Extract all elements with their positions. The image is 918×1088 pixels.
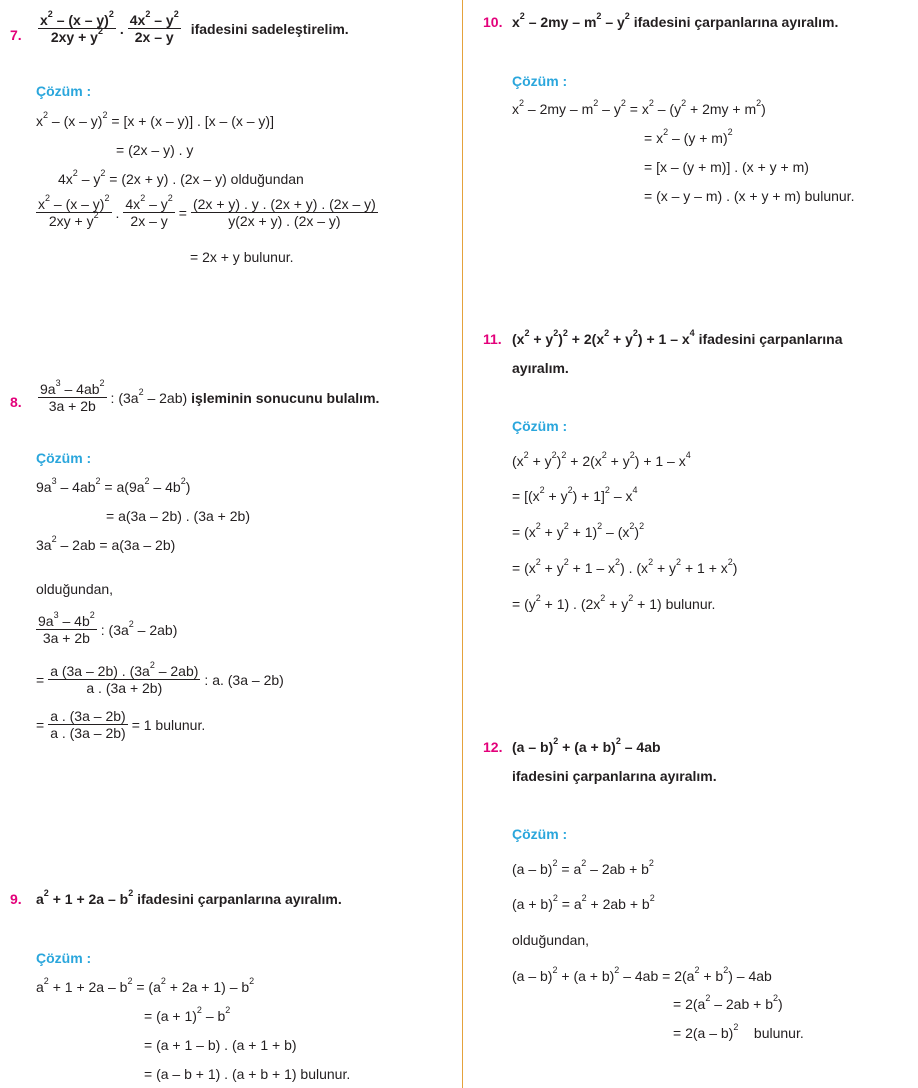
problem-10-number: 10. — [483, 14, 503, 30]
problem-10-solution-label: Çözüm : — [512, 73, 568, 89]
problem-9-line-2: = $(a + 1)^2 - b^2$ — [144, 1005, 231, 1024]
problem-7-fraction-2: $\frac{4x^2 - y^2}{2x - y}$ — [129, 9, 179, 45]
problem-9-number: 9. — [10, 891, 22, 907]
problem-9-solution-label: Çözüm : — [36, 950, 92, 966]
problem-8-question: $\frac{9a^3 - 4ab^2}{3a + 2b}$ : $(3a^2 - 2ab)$ işleminin sonucunu bulalım. — [40, 378, 380, 414]
problem-12-line-4: $(a - b)^2 + (a + b)^2 - 4ab = 2(a^2 + b^2) - 4ab$ — [512, 965, 772, 984]
problem-8-line-1: $9a^3 - 4ab^2 = a(9a^2 - 4b^2)$ — [36, 476, 191, 495]
problem-7-solution-label: Çözüm : — [36, 83, 92, 99]
problem-11-number: 11. — [483, 331, 502, 347]
problem-9-line-1: $a^2 + 1 + 2a - b^2 = (a^2 + 2a + 1) - b^2$ — [36, 976, 255, 995]
problem-11-line-5: = $(y^2 + 1)$ . $(2x^2 + y^2 + 1)$ bulunur. — [512, 593, 716, 612]
problem-8-line-4: olduğundan, — [36, 581, 114, 597]
problem-11-line-2: = $[(x^2 + y^2) + 1]^2 - x^4$ — [512, 485, 638, 504]
problem-11-question: $(x^2 + y^2)^2 + 2(x^2 + y^2) + 1 - x^4$ ifadesini çarpanlarına — [512, 328, 843, 347]
problem-10-line-1: $x^2 - 2my - m^2 - y^2 = x^2 - (y^2 + 2my + m^2)$ — [512, 98, 766, 117]
problem-8-number: 8. — [10, 394, 22, 410]
problem-12-line-6: = 2(a – b)$^2$ bulunur. — [673, 1022, 804, 1041]
problem-7-question: $\frac{x^2 - (x - y)^2}{2xy + y^2}$ . $\frac{4x^2 - y^2}{2x - y}$ ifadesini sadeleştirelim. — [40, 9, 349, 45]
problem-11-line-3: = $(x^2 + y^2 + 1)^2 - (x^2)^2$ — [512, 521, 645, 540]
problem-12-line-1: $(a - b)^2 = a^2 - 2ab + b^2$ — [512, 858, 654, 877]
problem-8-line-2: = a(3a – 2b) . (3a + 2b) — [106, 508, 250, 524]
problem-12-line-2: $(a + b)^2 = a^2 + 2ab + b^2$ — [512, 893, 655, 912]
problem-7-line-2: = (2x – y) . y — [116, 142, 194, 158]
problem-10-line-4: = (x – y – m) . (x + y + m) bulunur. — [644, 188, 855, 204]
problem-8-fraction-2: = $\frac{a (3a - 2b) . (3a^2 - 2ab)}{a . (3a + 2b)}$ : a. (3a – 2b) — [36, 660, 284, 696]
problem-8-fraction-3: = $\frac{a . (3a - 2b)}{a . (3a - 2b)}$ = 1 bulunur. — [36, 708, 206, 741]
problem-7-line-1: $x^2 - (x - y)^2 = [x + (x - y)]$ . [x – (x – y)] — [36, 110, 274, 129]
problem-8-solution-label: Çözüm : — [36, 450, 92, 466]
problem-9-line-4: = (a – b + 1) . (a + b + 1) bulunur. — [144, 1066, 351, 1082]
problem-11-solution-label: Çözüm : — [512, 418, 568, 434]
problem-7-fraction-equation: $\frac{x^2 - (x - y)^2}{2xy + y^2}$ . $\frac{4x^2 - y^2}{2x - y}$ = $\frac{(2x + y) . y . (2x + y) . (2x - y)}{y(2x + y) . (2x - y)}$ — [38, 193, 376, 229]
problem-12-solution-label: Çözüm : — [512, 826, 568, 842]
problem-12-line-3: olduğundan, — [512, 932, 590, 948]
problem-8-fraction-1: $\frac{9a^3 - 4b^2}{3a + 2b}$ : $(3a^2 - 2ab)$ — [38, 610, 178, 646]
problem-12-question: $(a - b)^2 + (a + b)^2 - 4ab$ — [512, 736, 661, 755]
problem-9-line-3: = (a + 1 – b) . (a + 1 + b) — [144, 1037, 297, 1053]
problem-7-fraction-1: $\frac{x^2 - (x - y)^2}{2xy + y^2}$ — [40, 9, 114, 45]
problem-8-line-3: $3a^2 - 2ab = a(3a - 2b)$ — [36, 534, 176, 553]
problem-11-line-4: = $(x^2 + y^2 + 1 - x^2)$ . $(x^2 + y^2 + 1 + x^2)$ — [512, 557, 738, 576]
problem-10-line-3: = [x – (y + m)] . (x + y + m) — [644, 159, 809, 175]
problem-12-line-5: = $2(a^2 - 2ab + b^2)$ — [673, 993, 783, 1012]
problem-10-question: $x^2 - 2my - m^2 - y^2$ ifadesini çarpanlarına ayıralım. — [512, 11, 839, 30]
problem-11-line-1: $(x^2 + y^2)^2 + 2(x^2 + y^2) + 1 - x^4$ — [512, 450, 691, 469]
problem-10-line-2: = $x^2 - (y + m)^2$ — [644, 127, 733, 146]
problem-11-question-line-2: ayıralım. — [512, 360, 569, 376]
problem-7-result: = 2x + y bulunur. — [190, 249, 294, 265]
problem-7-line-3: $4x^2 - y^2 = (2x + y)$ . (2x – y) olduğundan — [58, 168, 304, 187]
problem-9-question: $a^2 + 1 + 2a - b^2$ ifadesini çarpanlarına ayıralım. — [36, 888, 342, 907]
problem-12-question-line-2: ifadesini çarpanlarına ayıralım. — [512, 768, 717, 784]
problem-7-number: 7. — [10, 27, 22, 43]
column-divider — [462, 0, 463, 1088]
problem-12-number: 12. — [483, 739, 503, 755]
